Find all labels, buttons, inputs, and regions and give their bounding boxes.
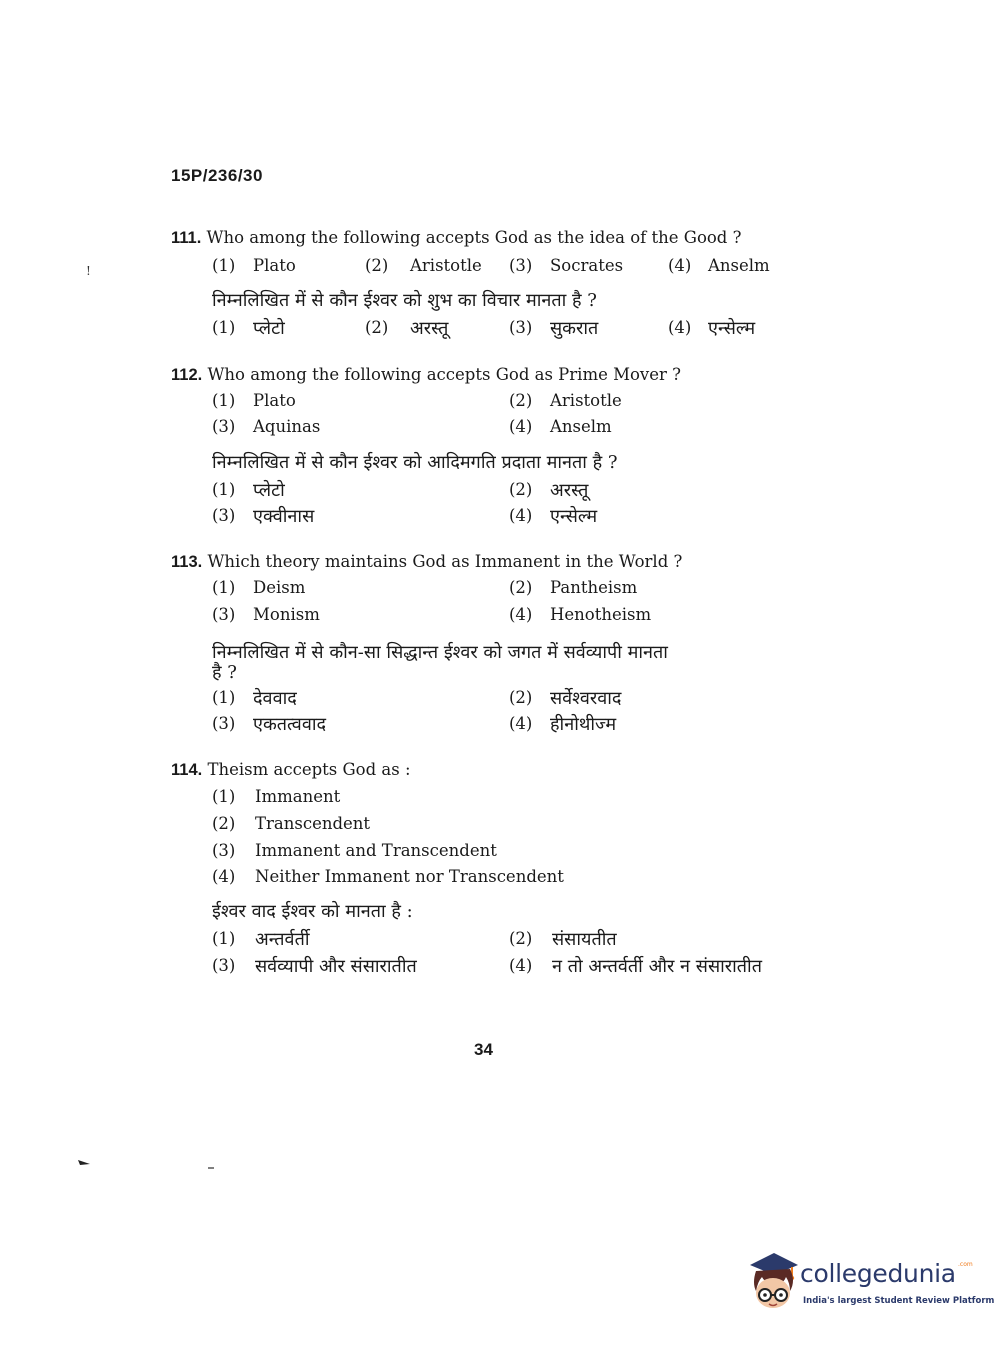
- option-en: Aquinas: [253, 417, 321, 436]
- option-num: (4): [668, 256, 692, 275]
- option-num: (3): [212, 841, 236, 860]
- option-hi: संसायतीत: [552, 929, 617, 950]
- option-num: (3): [509, 256, 533, 275]
- option-num: (4): [509, 714, 533, 733]
- option-num: (3): [509, 318, 533, 337]
- option-num: (1): [212, 391, 236, 410]
- option-num: (2): [212, 814, 236, 833]
- stray-mark: !: [86, 264, 91, 278]
- option-hi: न तो अन्तर्वर्ती और न संसारातीत: [552, 956, 762, 977]
- option-num: (4): [509, 956, 533, 975]
- question-text-hi-cont: है ?: [212, 662, 237, 683]
- question-number: 111.: [171, 229, 202, 247]
- question-text-en: Who among the following accepts God as the idea of the Good ?: [206, 228, 742, 247]
- brand-name: collegedunia: [800, 1259, 956, 1288]
- option-hi: अन्तर्वर्ती: [255, 929, 310, 950]
- option-en: Plato: [253, 256, 296, 275]
- option-num: (3): [212, 956, 236, 975]
- question-text-hi: ईश्वर वाद ईश्वर को मानता है :: [212, 901, 413, 922]
- option-num: (2): [365, 318, 389, 337]
- option-num: (4): [509, 605, 533, 624]
- option-num: (4): [509, 506, 533, 525]
- option-en: Neither Immanent nor Transcendent: [255, 867, 564, 886]
- option-num: (4): [212, 867, 236, 886]
- question-number: 113.: [171, 553, 203, 571]
- option-en: Immanent: [255, 787, 341, 806]
- option-num: (4): [668, 318, 692, 337]
- option-num: (1): [212, 688, 236, 707]
- option-hi: देववाद: [253, 688, 297, 709]
- question-114: [171, 760, 411, 780]
- scan-artifact: [76, 1156, 236, 1176]
- option-num: (1): [212, 578, 236, 597]
- option-num: (2): [509, 391, 533, 410]
- mascot-icon: [744, 1251, 802, 1313]
- option-en: Aristotle: [550, 391, 622, 410]
- option-hi: सुकरात: [550, 318, 599, 339]
- question-112: [171, 365, 681, 385]
- option-en: Monism: [253, 605, 320, 624]
- option-en: Deism: [253, 578, 306, 597]
- collegedunia-logo: [744, 1251, 995, 1315]
- question-text-en: Which theory maintains God as Immanent in the World ?: [207, 552, 683, 571]
- option-hi: एक्वीनास: [253, 506, 315, 527]
- option-num: (2): [509, 929, 533, 948]
- question-text-en: Who among the following accepts God as Prime Mover ?: [207, 365, 681, 384]
- option-num: (4): [509, 417, 533, 436]
- option-en: Socrates: [550, 256, 624, 275]
- option-num: (3): [212, 605, 236, 624]
- option-hi: हीनोथीज्म: [550, 714, 617, 735]
- option-num: (1): [212, 480, 236, 499]
- option-hi: अरस्तू: [550, 480, 589, 501]
- question-text-en: Theism accepts God as :: [207, 760, 411, 779]
- option-en: Henotheism: [550, 605, 652, 624]
- option-num: (3): [212, 417, 236, 436]
- option-num: (1): [212, 787, 236, 806]
- option-en: Aristotle: [410, 256, 482, 275]
- option-hi: सर्वेश्वरवाद: [550, 688, 622, 709]
- option-hi: प्लेटो: [253, 480, 285, 501]
- option-num: (2): [365, 256, 389, 275]
- option-hi: सर्वव्यापी और संसारातीत: [255, 956, 417, 977]
- option-num: (1): [212, 929, 236, 948]
- option-num: (1): [212, 318, 236, 337]
- question-text-hi: निम्नलिखित में से कौन-सा सिद्धान्त ईश्वर को जगत में सर्वव्यापी मानता: [212, 642, 668, 663]
- option-en: Immanent and Transcendent: [255, 841, 497, 860]
- brand-domain-suffix: .com: [958, 1261, 973, 1268]
- brand-tagline: India's largest Student Review Platform: [803, 1296, 995, 1306]
- question-111: [171, 228, 741, 248]
- option-hi: एन्सेल्म: [550, 506, 598, 527]
- option-num: (1): [212, 256, 236, 275]
- option-en: Plato: [253, 391, 296, 410]
- paper-code: 15P/236/30: [171, 166, 263, 185]
- option-en: Pantheism: [550, 578, 638, 597]
- option-en: Anselm: [708, 256, 770, 275]
- question-text-hi: निम्नलिखित में से कौन ईश्वर को शुभ का विचार मानता है ?: [212, 290, 597, 311]
- option-en: Transcendent: [255, 814, 371, 833]
- option-hi: एकतत्ववाद: [253, 714, 327, 735]
- page-number: 34: [474, 1040, 493, 1059]
- option-num: (3): [212, 714, 236, 733]
- question-number: 112.: [171, 366, 203, 384]
- question-number: 114.: [171, 761, 203, 779]
- option-num: (3): [212, 506, 236, 525]
- option-en: Anselm: [550, 417, 612, 436]
- question-text-hi: निम्नलिखित में से कौन ईश्वर को आदिमगति प्रदाता मानता है ?: [212, 452, 618, 473]
- option-num: (2): [509, 688, 533, 707]
- option-hi: प्लेटो: [253, 318, 285, 339]
- option-hi: अरस्तू: [410, 318, 449, 339]
- option-hi: एन्सेल्म: [708, 318, 756, 339]
- option-num: (2): [509, 480, 533, 499]
- question-113: [171, 552, 682, 572]
- option-num: (2): [509, 578, 533, 597]
